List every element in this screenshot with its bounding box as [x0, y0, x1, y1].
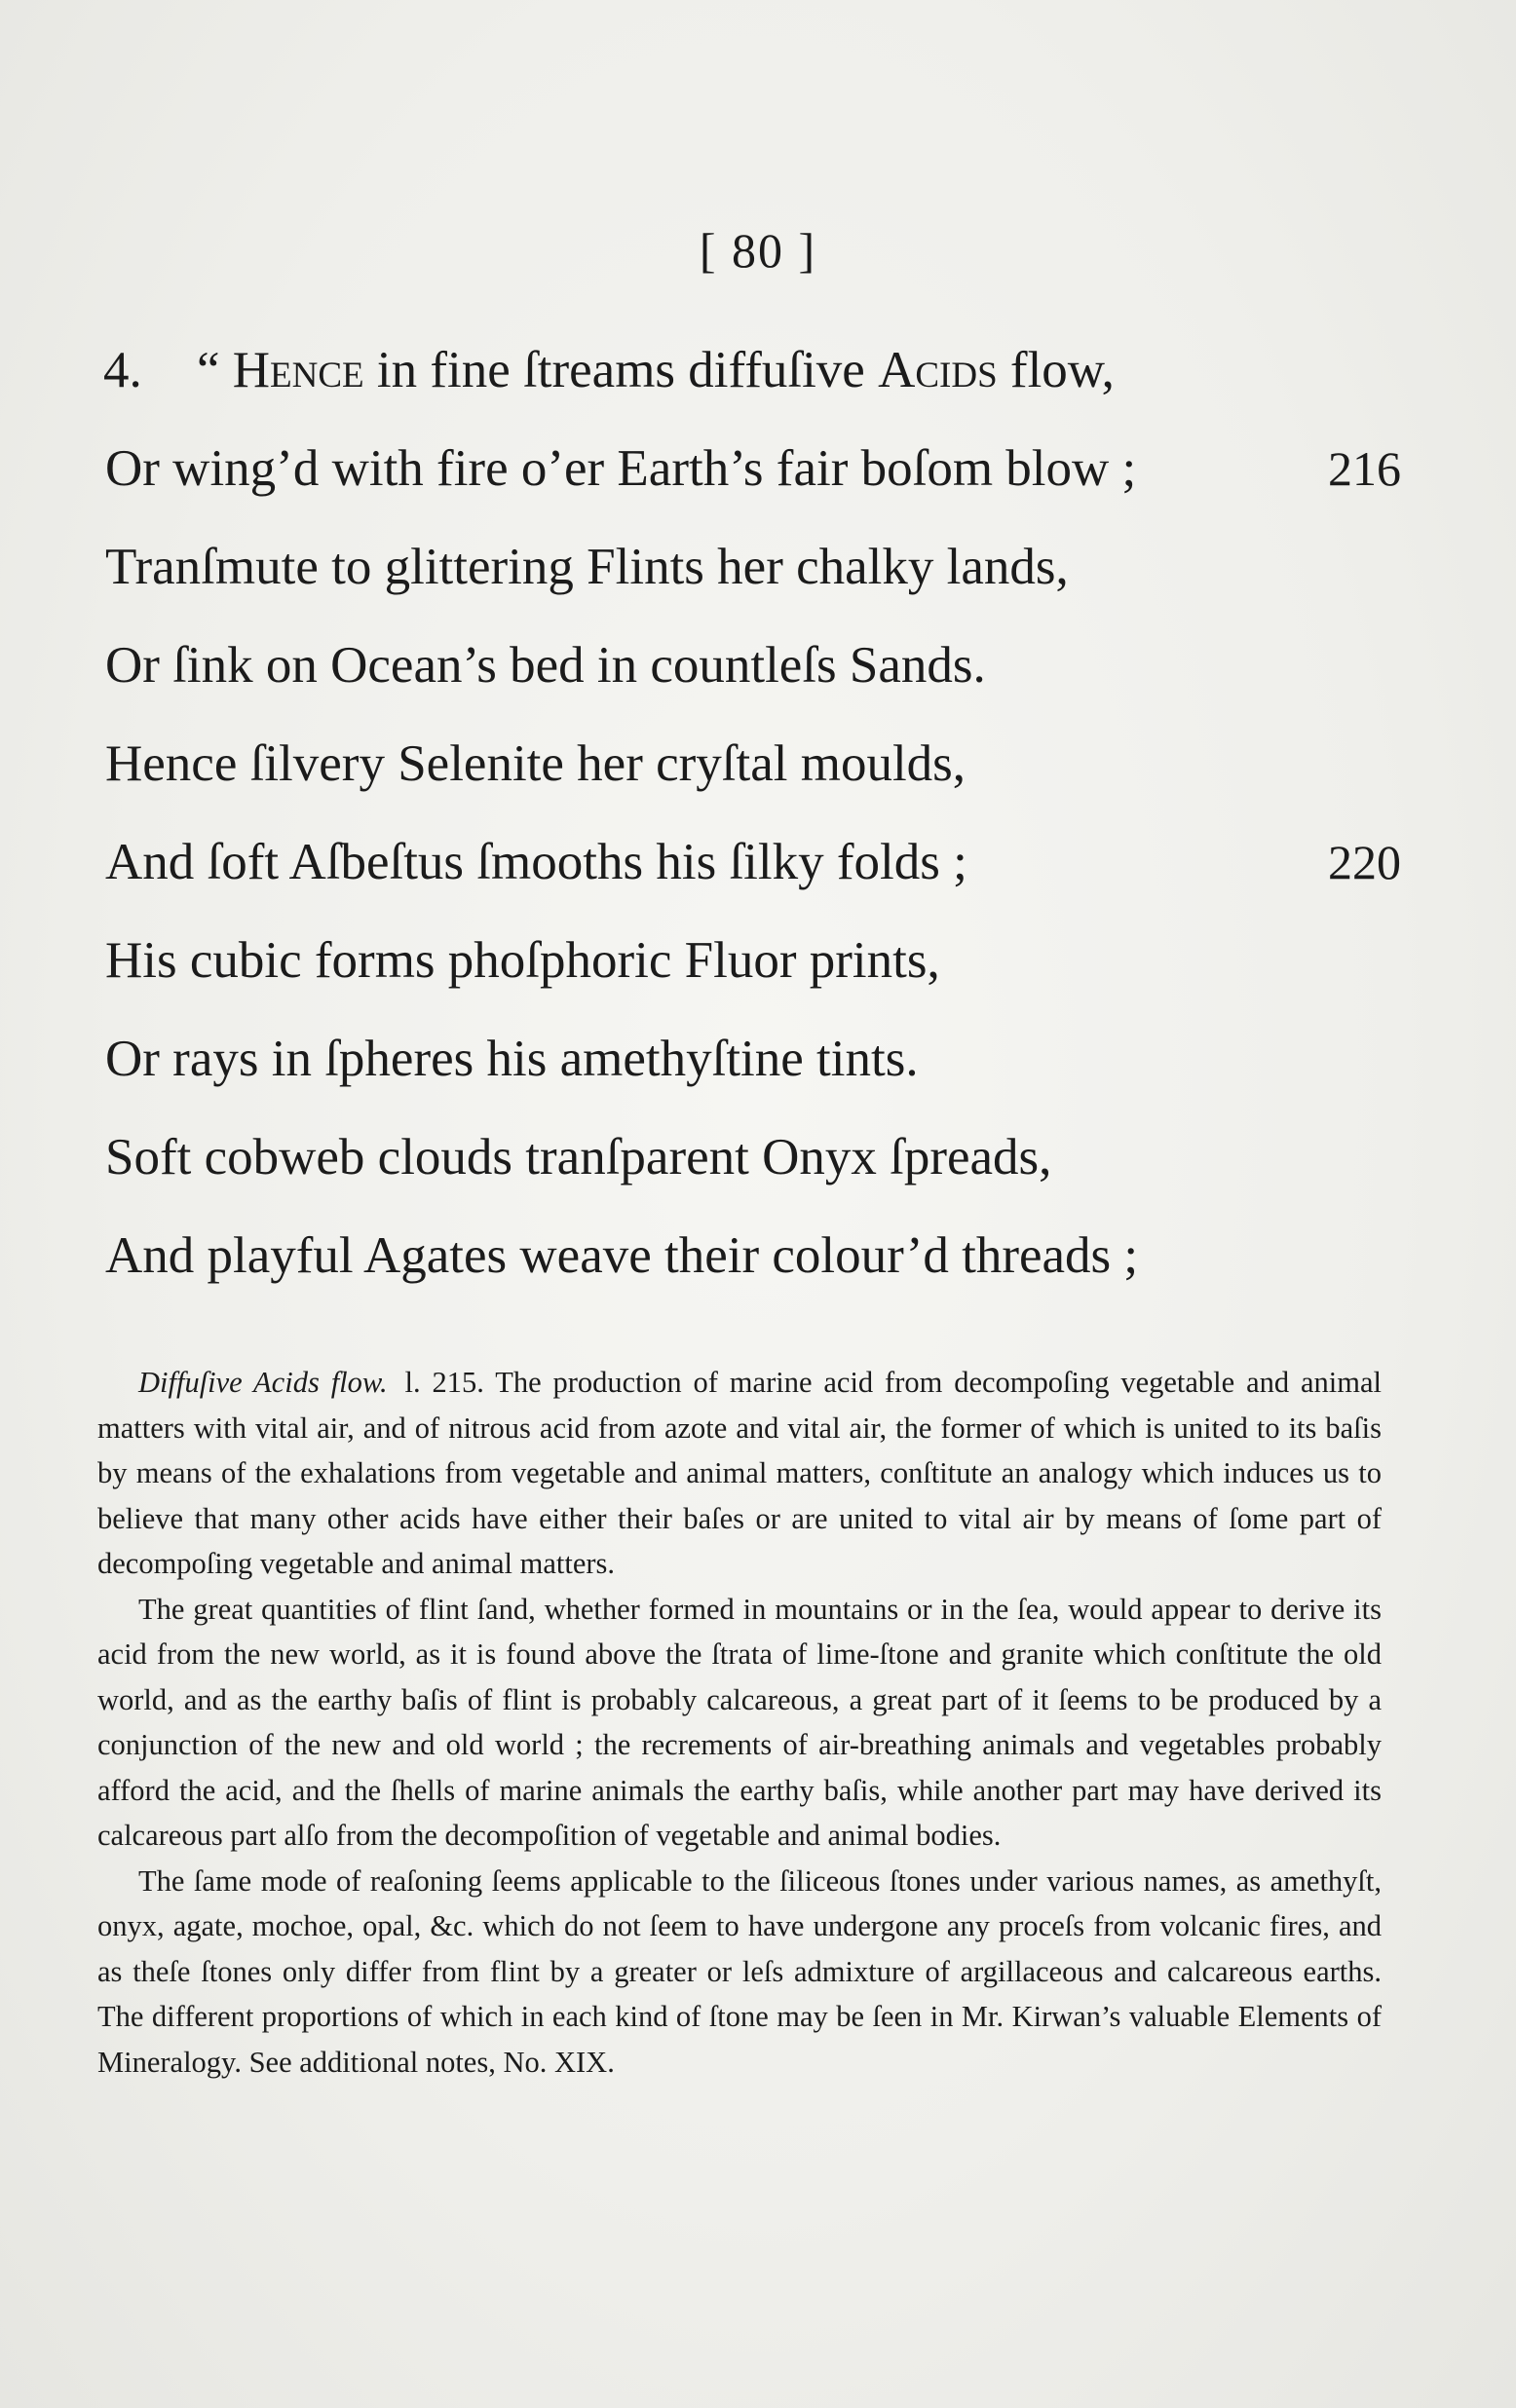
- footnote-paragraph: [97, 1587, 1382, 1859]
- stanza-number: 4.: [103, 342, 142, 398]
- footnote-text: The ſame mode of reaſoning ſeems applicable to the ſiliceous ſtones under various names, as amethyſt, onyx, agate, mochoe, opal, &c. which do not ſeem to have undergone any proceſs from volcanic fires, and as theſe ſtones only differ from flint by a greater or leſs admixture of argillaceous and calcareous earths. The different proportions of which in each kind of ſtone may be ſeen in Mr. Kirwan’s valuable Elements of Mineralogy. See additional notes, No. XIX.: [97, 1863, 1382, 2079]
- verse-line: [105, 813, 1401, 912]
- verse-text-smallcaps: Acids: [878, 342, 998, 398]
- open-quote: “: [197, 342, 220, 398]
- footnotes: [97, 1360, 1382, 2085]
- line-number: 216: [1328, 441, 1401, 496]
- verse-block: [105, 321, 1401, 1305]
- footnote-heading: Diffuſive Acids flow.: [138, 1366, 388, 1399]
- footnote-text: l. 215. The production of marine acid from decompoſing vegetable and animal matters with vital air, and of nitrous acid from azote and vital air, the former of which is united to its baſis by means of the exhalations from vegetable and animal matters, conſtitute an analogy which induces us to believe that many other acids have either their baſes or are united to vital air by means of ſome part of decompoſing vegetable and animal matters.: [97, 1366, 1382, 1580]
- verse-line: [105, 1109, 1401, 1207]
- verse-text-smallcaps: Hence: [232, 342, 364, 398]
- verse-text: Hence ſilvery Selenite her cryſtal moulds,: [105, 735, 966, 792]
- verse-text: Or wing’d with fire o’er Earth’s fair boſom blow ;: [105, 440, 1137, 497]
- verse-line: [105, 420, 1401, 518]
- verse-line: [105, 1207, 1401, 1305]
- page-number: [ 80 ]: [699, 223, 817, 278]
- footnote-paragraph: [97, 1360, 1382, 1587]
- verse-text: in fine ſtreams diffuſive: [363, 342, 879, 398]
- verse-text: And ſoft Aſbeſtus ſmooths his ſilky folds ;: [105, 834, 967, 890]
- verse-text: Or rays in ſpheres his amethyſtine tints.: [105, 1031, 919, 1087]
- verse-line: [105, 715, 1401, 813]
- verse-text: flow,: [997, 342, 1115, 398]
- verse-text: Soft cobweb clouds tranſparent Onyx ſpreads,: [105, 1129, 1052, 1185]
- verse-line: [105, 1010, 1401, 1109]
- verse-line: [105, 321, 1401, 420]
- line-number: 220: [1328, 835, 1401, 889]
- verse-line: [105, 912, 1401, 1010]
- verse-text: And playful Agates weave their colour’d threads ;: [105, 1227, 1139, 1284]
- verse-line: [105, 617, 1401, 715]
- footnote-text: The great quantities of flint ſand, whether formed in mountains or in the ſea, would appear to derive its acid from the new world, as it is found above the ſtrata of lime-ſtone and granite which conſtitute the old world, and as the earthy baſis of flint is probably calcareous, a great part of it ſeems to be produced by a conjunction of the new and old world ; the recrements of air-breathing animals and vegetables probably afford the acid, and the ſhells of marine animals the earthy baſis, while another part may have derived its calcareous part alſo from the decompoſition of vegetable and animal bodies.: [97, 1592, 1382, 1852]
- footnote-paragraph: [97, 1859, 1382, 2086]
- verse-text: His cubic forms phoſphoric Fluor prints,: [105, 932, 940, 989]
- verse-text: Or ſink on Ocean’s bed in countleſs Sands.: [105, 637, 986, 694]
- verse-line: [105, 518, 1401, 617]
- verse-text: Tranſmute to glittering Flints her chalky lands,: [105, 539, 1069, 595]
